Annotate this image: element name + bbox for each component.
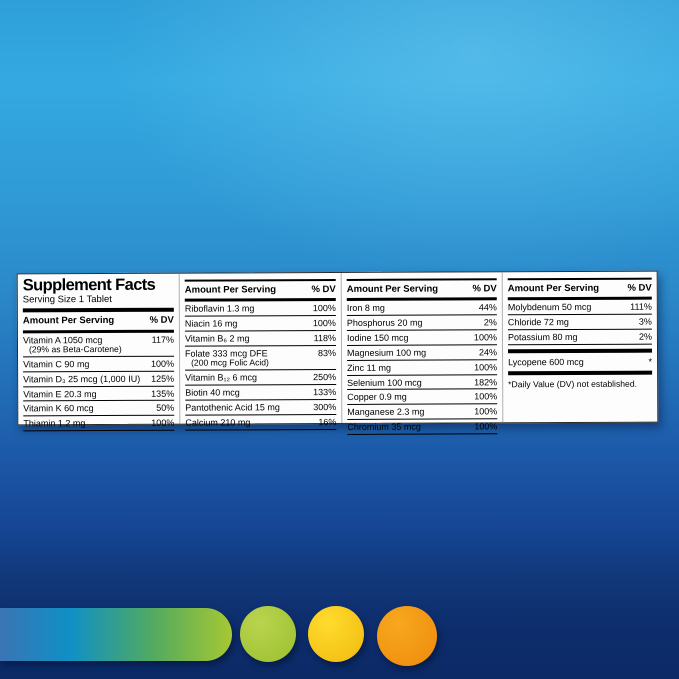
nutrient-name: Iodine 150 mcg bbox=[346, 332, 409, 344]
nutrient-name: Vitamin K 60 mcg bbox=[23, 403, 94, 414]
orange-circle bbox=[377, 606, 437, 666]
nutrient-row bbox=[508, 300, 652, 315]
nutrient-row bbox=[23, 401, 174, 417]
percent-dv-label: % DV bbox=[149, 314, 174, 327]
nutrient-name: Molybdenum 50 mcg bbox=[507, 302, 592, 313]
nutrient-row bbox=[347, 390, 497, 405]
nutrient-row bbox=[23, 386, 174, 402]
divider-bar bbox=[508, 370, 652, 375]
nutrient-row bbox=[508, 330, 652, 345]
amount-per-serving-label: Amount Per Serving bbox=[507, 282, 600, 295]
nutrient-dv: 3% bbox=[638, 316, 652, 327]
nutrient-name: Selenium 100 mcg bbox=[347, 377, 422, 388]
yellow-circle bbox=[308, 606, 364, 662]
nutrient-name: Folate 333 mcg DFE bbox=[185, 348, 268, 359]
nutrient-dv: 100% bbox=[474, 391, 498, 402]
column-header bbox=[23, 314, 174, 328]
nutrient-dv: 50% bbox=[156, 403, 175, 414]
nutrient-dv: 182% bbox=[474, 376, 498, 388]
divider-bar bbox=[347, 278, 497, 281]
nutrient-dv: 100% bbox=[474, 406, 498, 417]
nutrient-dv: 133% bbox=[313, 387, 337, 398]
supplement-facts-title: Supplement Facts bbox=[22, 275, 156, 295]
nutrient-dv: 2% bbox=[638, 331, 652, 342]
nutrient-note: (29% as Beta-Carotene) bbox=[28, 343, 122, 355]
nutrient-name: Manganese 2.3 mg bbox=[347, 406, 425, 418]
nutrient-row bbox=[185, 301, 336, 317]
nutrient-dv: 135% bbox=[151, 388, 175, 399]
nutrient-note: (200 mcg Folic Acid) bbox=[191, 357, 269, 368]
nutrient-dv: 250% bbox=[313, 372, 337, 383]
divider-bar bbox=[508, 349, 652, 354]
nutrient-row bbox=[23, 332, 174, 357]
nutrient-dv: 100% bbox=[312, 303, 336, 314]
nutrient-name: Riboflavin 1.3 mg bbox=[184, 303, 255, 315]
nutrient-name: Vitamin A 1050 mcg bbox=[22, 334, 103, 345]
nutrient-name: Phosphorus 20 mg bbox=[346, 317, 423, 329]
nutrient-name: Vitamin D₃ 25 mcg (1,000 IU) bbox=[23, 373, 141, 385]
nutrient-name: Thiamin 1.2 mg bbox=[23, 418, 86, 429]
nutrient-dv: 83% bbox=[317, 347, 337, 359]
nutrient-row bbox=[347, 316, 497, 331]
nutrient-dv: 2% bbox=[483, 317, 497, 328]
nutrient-rows bbox=[508, 300, 652, 345]
facts-column-3 bbox=[341, 272, 503, 433]
facts-column-2 bbox=[179, 273, 342, 428]
nutrient-dv: 100% bbox=[473, 332, 497, 343]
nutrient-row bbox=[185, 331, 336, 347]
nutrient-dv: 100% bbox=[151, 418, 175, 429]
nutrient-rows bbox=[347, 301, 498, 435]
nutrient-name: Niacin 16 mg bbox=[184, 318, 238, 329]
nutrient-name: Iron 8 mg bbox=[346, 303, 385, 314]
column-header bbox=[185, 283, 336, 297]
nutrient-row bbox=[23, 416, 174, 432]
nutrient-row bbox=[347, 375, 497, 390]
percent-dv-label: % DV bbox=[627, 282, 652, 294]
nutrient-row bbox=[185, 385, 336, 401]
nutrient-row bbox=[185, 415, 336, 431]
nutrient-name: Pantothenic Acid 15 mg bbox=[185, 402, 280, 413]
nutrient-dv: 125% bbox=[151, 373, 175, 384]
nutrient-name: Vitamin B₆ 2 mg bbox=[184, 333, 250, 344]
supplement-facts-card bbox=[17, 271, 659, 433]
nutrient-dv: 100% bbox=[151, 358, 175, 369]
dv-footnote: *Daily Value (DV) not established. bbox=[508, 378, 637, 390]
amount-per-serving-label: Amount Per Serving bbox=[22, 315, 115, 327]
nutrient-name: Vitamin E 20.3 mg bbox=[23, 388, 97, 399]
column-header bbox=[508, 282, 652, 296]
nutrient-name: Biotin 40 mcg bbox=[185, 387, 240, 398]
divider-bar bbox=[23, 308, 174, 313]
nutrient-row bbox=[347, 301, 497, 316]
nutrient-dv: 111% bbox=[630, 302, 652, 313]
divider-bar bbox=[185, 279, 336, 282]
nutrient-row bbox=[23, 357, 174, 373]
nutrient-dv: 100% bbox=[474, 421, 498, 432]
nutrient-row bbox=[347, 345, 497, 360]
divider-bar bbox=[508, 278, 652, 281]
nutrient-dv: 24% bbox=[478, 347, 498, 358]
nutrient-name: Magnesium 100 mg bbox=[346, 347, 427, 358]
amount-per-serving-label: Amount Per Serving bbox=[184, 284, 277, 296]
facts-column-4 bbox=[502, 272, 658, 423]
nutrient-name: Zinc 11 mg bbox=[347, 362, 391, 373]
nutrient-row bbox=[347, 330, 497, 345]
nutrient-name: Chromium 35 mcg bbox=[347, 421, 421, 433]
nutrient-row bbox=[347, 360, 497, 375]
nutrient-row bbox=[185, 400, 336, 416]
nutrient-name: Chloride 72 mg bbox=[507, 317, 569, 328]
percent-dv-label: % DV bbox=[472, 283, 497, 295]
nutrient-name: Vitamin C 90 mg bbox=[23, 359, 90, 370]
facts-column-1 bbox=[18, 274, 180, 429]
nutrient-name: Potassium 80 mg bbox=[507, 332, 578, 343]
nutrient-row bbox=[347, 419, 497, 434]
green-circle bbox=[240, 606, 296, 662]
nutrient-name: Copper 0.9 mg bbox=[347, 392, 407, 403]
nutrient-dv: 100% bbox=[474, 362, 498, 373]
nutrient-dv: 16% bbox=[318, 416, 337, 427]
nutrient-name: Calcium 210 mg bbox=[185, 417, 251, 428]
nutrient-row bbox=[185, 316, 336, 332]
nutrient-rows bbox=[23, 332, 174, 431]
nutrient-dv: 100% bbox=[312, 318, 336, 329]
nutrient-row bbox=[185, 346, 336, 371]
nutrient-dv: 44% bbox=[478, 302, 497, 313]
nutrient-dv: 117% bbox=[151, 334, 174, 345]
nutrient-dv: 118% bbox=[313, 333, 336, 344]
nutrient-row bbox=[23, 371, 174, 387]
nutrient-row bbox=[508, 315, 652, 330]
nutrient-dv: 300% bbox=[313, 401, 337, 413]
nutrient-row bbox=[185, 370, 336, 386]
nutrient-rows bbox=[185, 301, 337, 430]
serving-size-text: Serving Size 1 Tablet bbox=[22, 294, 112, 306]
nutrient-row-lycopene bbox=[508, 355, 652, 369]
gradient-bar bbox=[0, 608, 232, 661]
amount-per-serving-label: Amount Per Serving bbox=[346, 283, 439, 295]
percent-dv-label: % DV bbox=[311, 284, 336, 296]
column-header bbox=[347, 282, 497, 296]
nutrient-name: Vitamin B₁₂ 6 mcg bbox=[185, 372, 258, 383]
nutrient-name: Lycopene 600 mcg bbox=[508, 356, 584, 368]
nutrient-row bbox=[347, 405, 497, 420]
nutrient-dv: * bbox=[648, 356, 653, 367]
